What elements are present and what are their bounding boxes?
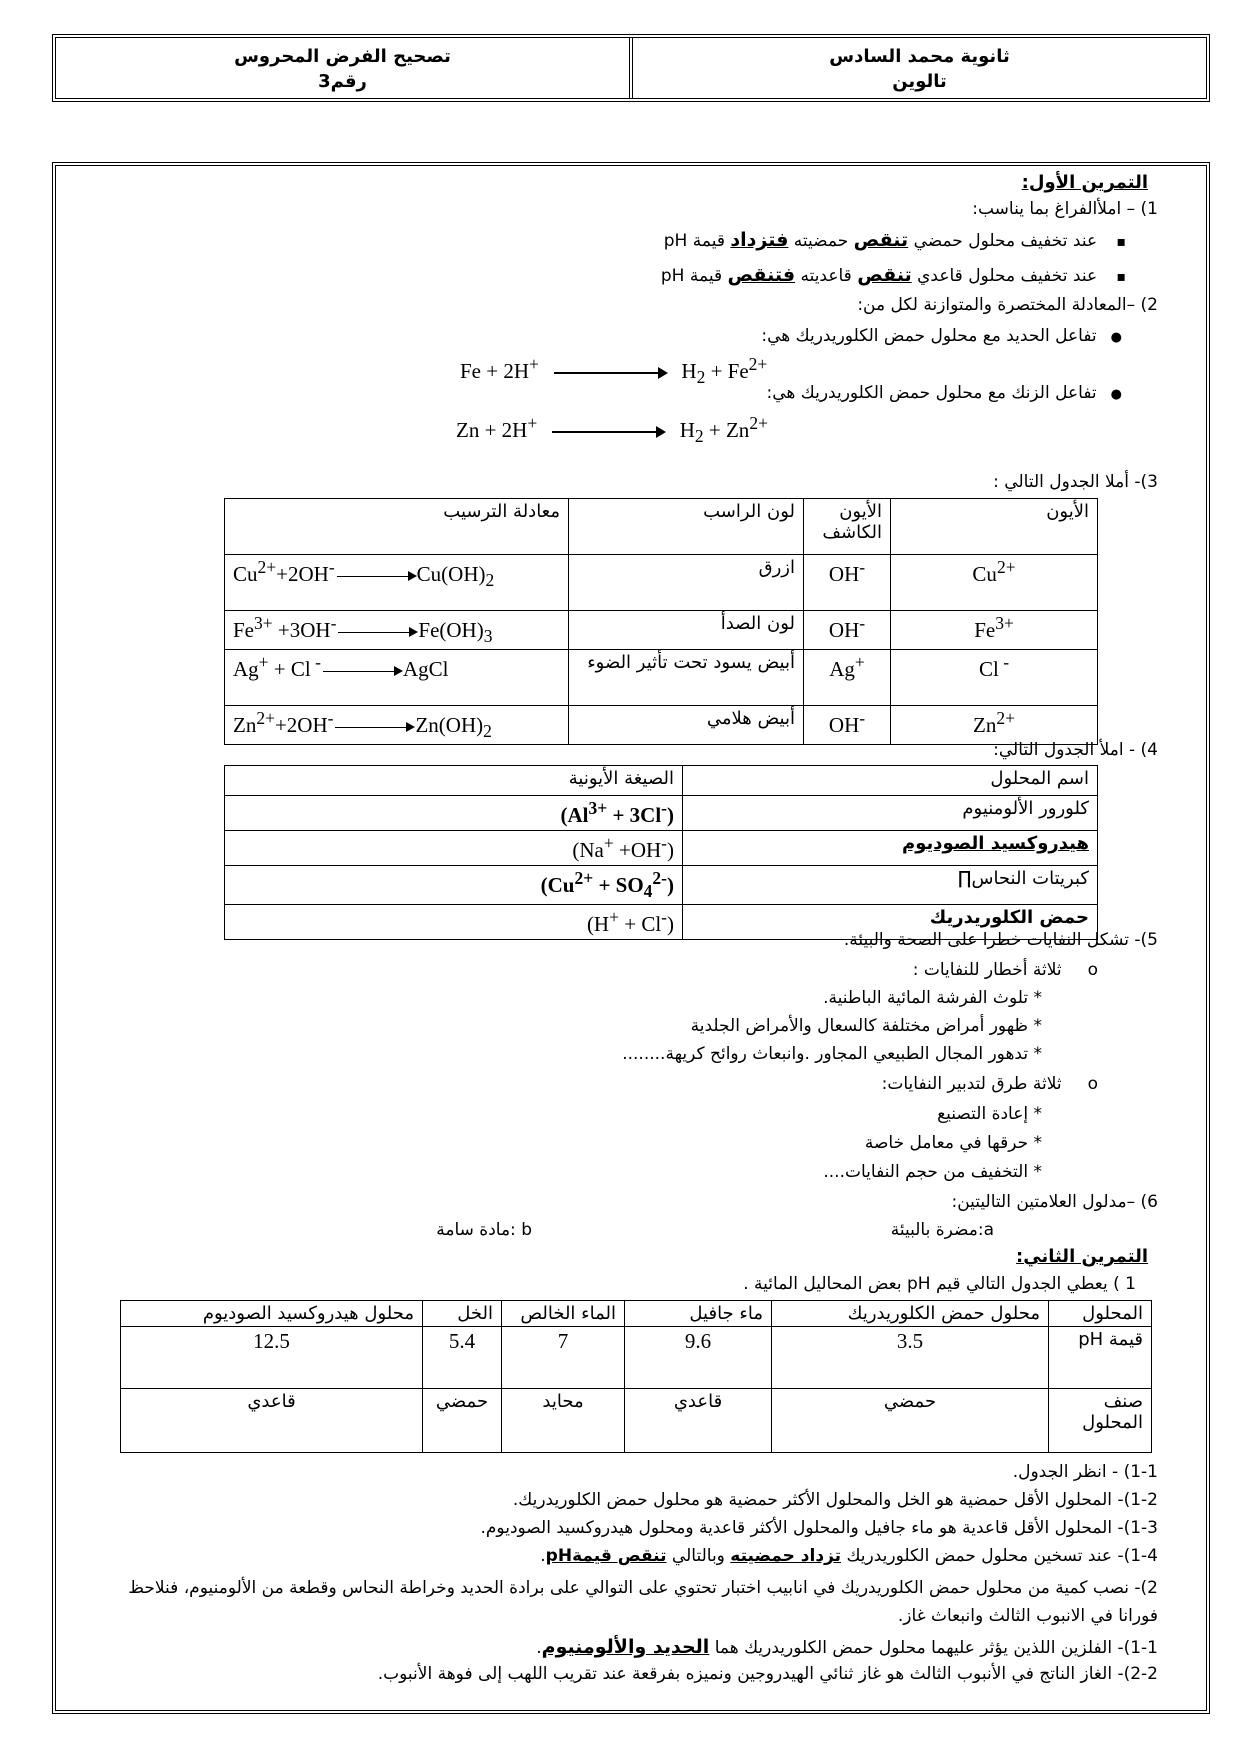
danger-item: * تلوث الفرشة المائية الباطنية. bbox=[823, 988, 1042, 1008]
table-header-row: الأيون الأيون الكاشف لون الراسب معادلة الترسيب bbox=[225, 499, 1098, 555]
table-header-row: المحلول محلول حمض الكلوريدريك ماء جافيل الماء الخالص الخل محلول هيدروكسيد الصوديوم bbox=[121, 1301, 1152, 1327]
table-row: هيدروكسيد الصوديوم (Na+ +OH-) bbox=[225, 831, 1098, 866]
ex1-q1-bullet1: ▪ عند تخفيف محلول حمضي تنقص حمضيته فتزداد قيمة pH bbox=[664, 229, 1126, 251]
symbol-b: b :مادة سامة bbox=[436, 1220, 532, 1240]
ex1-q1-label: 1) – املأالفراغ بما يناسب: bbox=[972, 199, 1158, 219]
way-item: * التخفيف من حجم النفايات.... bbox=[823, 1162, 1042, 1182]
reaction-arrow-icon bbox=[335, 727, 413, 728]
ex2-l22: 2-2)- الغاز الناتج في الأنبوب الثالث هو غاز ثنائي الهيدروجين ونميزه بفرقعة عند تقريب اللهب إلى فوهة الأنبوب. bbox=[377, 1664, 1158, 1684]
school-cell bbox=[629, 38, 1206, 98]
ex1-q5-label: 5)- تشكل النفايات خطرا على الصحة والبيئة. bbox=[843, 930, 1158, 950]
title-cell bbox=[56, 38, 629, 98]
ways-title: o ثلاثة طرق لتدبير النفايات: bbox=[882, 1074, 1098, 1094]
title-line2: رقم3 bbox=[318, 71, 367, 92]
symbol-a: a:مضرة بالبيئة bbox=[890, 1220, 994, 1240]
ex1-q2-r2-text: ● تفاعل الزنك مع محلول حمض الكلوريدريك هي: bbox=[767, 383, 1123, 403]
ions-table bbox=[224, 498, 1098, 745]
table-header-row: اسم المحلول الصيغة الأيونية bbox=[225, 766, 1098, 796]
ex2-l2: 2)- نصب كمية من محلول حمض الكلوريدريك في انابيب اختبار تحتوي على التوالي على برادة الحديد وخراطة النحاس وقطعة من الألومنيوم، فنلاحظ فورانا في الانبوب الثالث وانبعاث غاز. bbox=[128, 1578, 1158, 1626]
reaction-arrow-icon bbox=[554, 372, 666, 374]
ex2-l13: 1-3)- المحلول الأقل قاعدية هو ماء جافيل والمحلول الأكثر قاعدية ومحلول هيدروكسيد الصوديوم. bbox=[480, 1518, 1158, 1538]
table-row: $Fe^{3+}$ OH- لون الصدأ $Fe^{3+} +3OH^-$ $Fe(OH)_3$ bbox=[225, 611, 1098, 650]
danger-item: * تدهور المجال الطبيعي المجاور .وانبعاث روائح كريهة........ bbox=[622, 1044, 1042, 1064]
reaction-arrow-icon bbox=[323, 671, 401, 672]
ex2-l21: 1-1)- الفلزين اللذين يؤثر عليهما محلول حمض الكلوريدريك هما الحديد والألومنيوم. bbox=[536, 1636, 1158, 1658]
dangers-title: o ثلاثة أخطار للنفايات : bbox=[913, 960, 1098, 980]
ex2-title: التمرين الثاني: bbox=[1016, 1246, 1148, 1267]
ex1-q1-bullet2: ▪ عند تخفيف محلول قاعدي تنقص قاعديته فتنقص قيمة pH bbox=[661, 264, 1126, 286]
title-line1: تصحيح الفرض المحروس bbox=[234, 46, 451, 67]
formula-table bbox=[224, 765, 1098, 940]
ex1-q2-label: 2) –المعادلة المختصرة والمتوازنة لكل من: bbox=[857, 295, 1158, 315]
ex2-intro: 1 ) يعطي الجدول التالي قيم pH بعض المحاليل المائية . bbox=[743, 1274, 1136, 1294]
header-box bbox=[52, 34, 1210, 102]
table-row: Cl - Ag+ أبيض يسود تحت تأثير الضوء Ag+ + Cl - AgCl bbox=[225, 650, 1098, 706]
table-row: صنف المحلول حمضي قاعدي محايد حمضي قاعدي bbox=[121, 1389, 1152, 1453]
ex1-q2-r1-text: ● تفاعل الحديد مع محلول حمض الكلوريدريك هي: bbox=[761, 326, 1122, 346]
equation-fe: Fe + 2H+ $H_2 + Fe^{2+}$ bbox=[460, 354, 768, 388]
ex2-l11: 1-1) - انظر الجدول. bbox=[1012, 1462, 1158, 1482]
ex1-q6-label: 6) –مدلول العلامتين التاليتين: bbox=[951, 1192, 1158, 1212]
table-row: كبريتات النحاس∏ $(Cu^{2+} + SO_4^{2-})$ bbox=[225, 866, 1098, 905]
table-row: كلورور الألومنيوم $(Al^{3+} + 3Cl^-)$ bbox=[225, 796, 1098, 831]
table-row: $Cu^{2+}$ OH- ازرق $Cu^{2+}+2OH^-$ $Cu(OH)_2$ bbox=[225, 555, 1098, 611]
danger-item: * ظهور أمراض مختلفة كالسعال والأمراض الجلدية bbox=[690, 1016, 1042, 1036]
table-row: $Zn^{2+}$ OH- أبيض هلامي $Zn^{2+}+2OH^-$ $Zn(OH)_2$ bbox=[225, 706, 1098, 745]
reaction-arrow-icon bbox=[552, 431, 664, 433]
equation-zn: Zn + 2H+ $H_2 + Zn^{2+}$ bbox=[456, 413, 768, 447]
ex1-title: التمرين الأول: bbox=[1021, 172, 1148, 193]
reaction-arrow-icon bbox=[338, 632, 416, 633]
school-line1: ثانوية محمد السادس bbox=[829, 46, 1010, 67]
ex2-l14: 1-4)- عند تسخين محلول حمض الكلوريدريك تزداد حمضيته وبالتالي تنقص قيمةpH. bbox=[540, 1546, 1158, 1566]
table-row: حمض الكلوريدريك (H+ + Cl-) bbox=[225, 905, 1098, 940]
ph-table bbox=[120, 1300, 1152, 1453]
way-item: * إعادة التصنيع bbox=[937, 1104, 1042, 1124]
ex2-l12: 1-2)- المحلول الأقل حمضية هو الخل والمحلول الأكثر حمضية هو محلول حمض الكلوريدريك. bbox=[512, 1490, 1158, 1510]
school-line2: تالوين bbox=[892, 71, 947, 92]
way-item: * حرقها في معامل خاصة bbox=[864, 1133, 1042, 1153]
table-row: قيمة pH 3.5 9.6 7 5.4 12.5 bbox=[121, 1327, 1152, 1389]
ex1-q4-label: 4) - املأ الجدول التالي: bbox=[993, 740, 1158, 760]
ex1-q3-label: 3)- أملا الجدول التالي : bbox=[993, 472, 1158, 492]
reaction-arrow-icon bbox=[337, 576, 415, 577]
